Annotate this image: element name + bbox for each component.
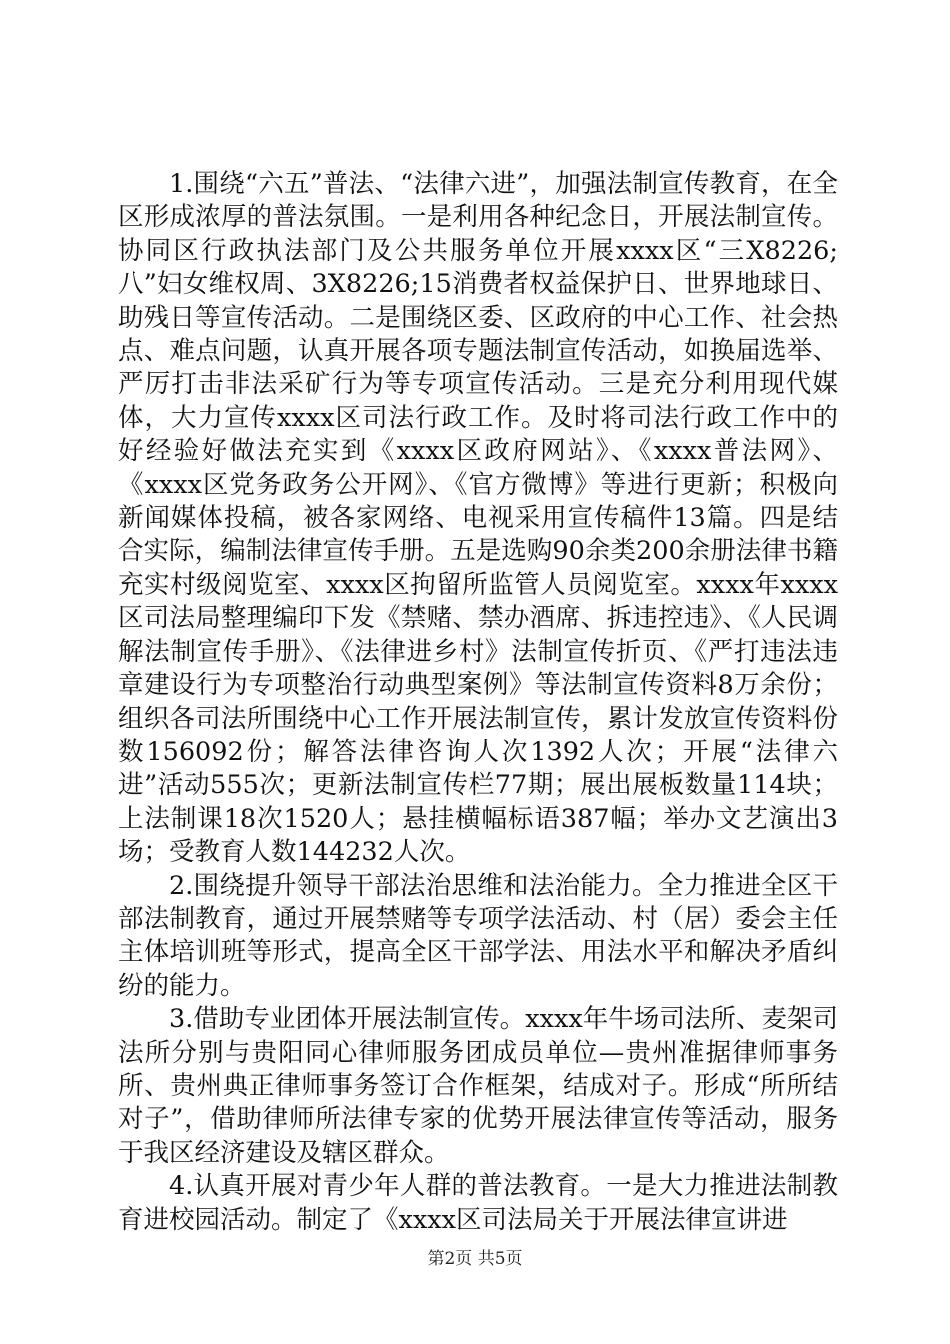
- body-text: [118, 168, 838, 1237]
- paragraph-2: 2.围绕提升领导干部法治思维和法治能力。全力推进全区干部法制教育，通过开展禁赌等专项学法活动、村（居）委会主任主体培训班等形式，提高全区干部学法、用法水平和解决矛盾纠纷的能力。: [118, 870, 838, 1001]
- paragraph-4: 4.认真开展对青少年人群的普法教育。一是大力推进法制教育进校园活动。制定了《xxxx区司法局关于开展法律宣讲进: [118, 1171, 838, 1235]
- paragraph-3: 3.借助专业团体开展法制宣传。xxxx年牛场司法所、麦架司法所分别与贵阳同心律师服务团成员单位—贵州准据律师事务所、贵州典正律师事务签订合作框架，结成对子。形成“所所结对子”，借助律师所法律专家的优势开展法律宣传等活动，服务于我区经济建设及辖区群众。: [118, 1004, 838, 1168]
- paragraph-1: 1.围绕“六五”普法、“法律六进”，加强法制宣传教育，在全区形成浓厚的普法氛围。一是利用各种纪念日，开展法制宣传。协同区行政执法部门及公共服务单位开展xxxx区“三X8226;八”妇女维权周、3X8226;15消费者权益保护日、世界地球日、助残日等宣传活动。二是围绕区委、区政府的中心工作、社会热点、难点问题，认真开展各项专题法制宣传活动，如换届选举、严厉打击非法采矿行为等专项宣传活动。三是充分利用现代媒体，大力宣传xxxx区司法行政工作。及时将司法行政工作中的好经验好做法充实到《xxxx区政府网站》、《xxxx普法网》、《xxxx区党务政务公开网》、《官方微博》等进行更新；积极向新闻媒体投稿，被各家网络、电视采用宣传稿件13篇。四是结合实际，编制法律宣传手册。五是选购90余类200余册法律书籍充实村级阅览室、xxxx区拘留所监管人员阅览室。xxxx年xxxx区司法局整理编印下发《禁赌、禁办酒席、拆违控违》、《人民调解法制宣传手册》、《法律进乡村》法制宣传折页、《严打违法违章建设行为专项整治行动典型案例》等法制宣传资料8万余份；组织各司法所围绕中心工作开展法制宣传，累计发放宣传资料份数156092份；解答法律咨询人次1392人次；开展“法律六进”活动555次；更新法制宣传栏77期；展出展板数量114块；上法制课18次1520人；悬挂横幅标语387幅；举办文艺演出3场；受教育人数144232人次。: [118, 169, 838, 868]
- page-number-footer: 第2页 共5页: [427, 1249, 523, 1269]
